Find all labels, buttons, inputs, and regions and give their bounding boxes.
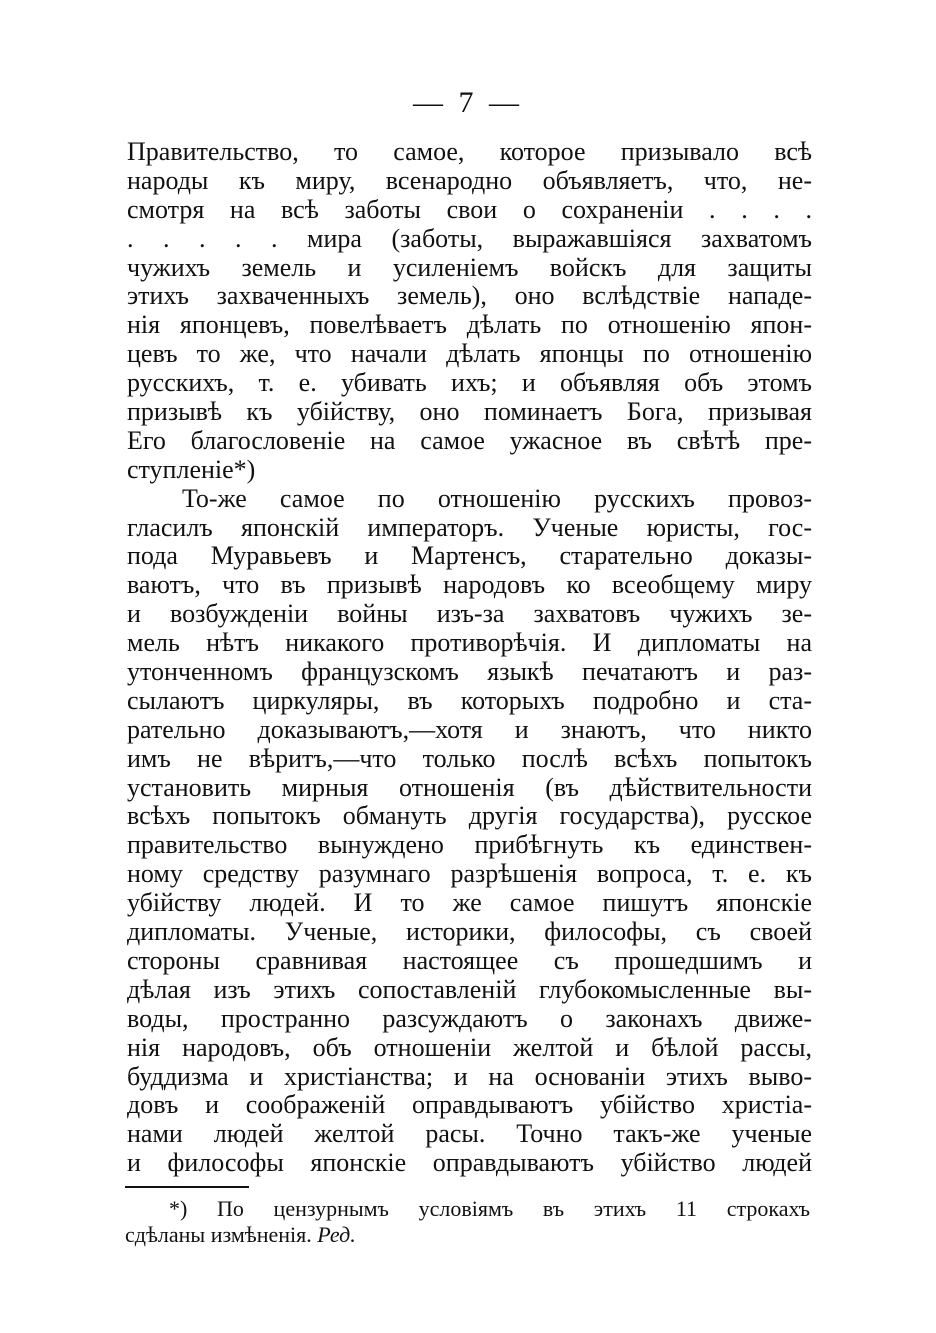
footnote-line: [125, 1222, 810, 1248]
text-line: Правительство, то самое, которое призывало всѣ: [127, 137, 812, 166]
text-line: всѣхъ попытокъ обмануть другія государства), русское: [127, 801, 812, 831]
text-line: убійству людей. И то же самое пишутъ японскіе: [127, 888, 812, 918]
text-line: цевъ то же, что начали дѣлать японцы по отношенію: [127, 339, 812, 369]
footnote-divider: [125, 1186, 249, 1188]
text-line: установить мирныя отношенія (въ дѣйствительности: [127, 772, 812, 802]
text-line: смотря на всѣ заботы свои о сохраненіи . . . .: [127, 194, 812, 224]
text-line: правительство вынуждено прибѣгнуть къ единствен-: [127, 830, 812, 860]
text-line: имъ не вѣритъ,—что только послѣ всѣхъ попытокъ: [127, 743, 812, 773]
text-line: Его благословеніе на самое ужасное въ свѣтѣ пре-: [127, 425, 812, 455]
text-line: гласилъ японскій императоръ. Ученые юристы, гос-: [127, 512, 812, 542]
text-line: призывѣ къ убійству, оно поминаетъ Бога, призывая: [127, 397, 812, 427]
main-text: [127, 138, 812, 1178]
paragraph-1: [127, 138, 812, 485]
footnote-line: *) По цензурнымъ условіямъ въ этихъ 11 строкахъ: [169, 1196, 810, 1221]
text-line: буддизма и христіанства; и на основаніи этихъ выво-: [127, 1061, 812, 1091]
text-line: ступленіе*): [127, 454, 256, 484]
text-line: этихъ захваченныхъ земель), оно вслѣдствіе нападе-: [127, 281, 812, 311]
text-line: дипломаты. Ученые, историки, философы, съ своей: [127, 917, 812, 947]
text-line: русскихъ, т. е. убивать ихъ; и объявляя объ этомъ: [127, 368, 812, 398]
text-line: утонченномъ французскомъ языкѣ печатаютъ и раз-: [127, 657, 812, 687]
text-line: пода Муравьевъ и Мартенсъ, старательно доказы-: [127, 541, 812, 571]
text-line: довъ и соображеній оправдываютъ убійство христіа-: [127, 1090, 812, 1120]
text-line: воды, пространно разсуждаютъ о законахъ движе-: [127, 1003, 812, 1033]
text-line: мель нѣтъ никакого противорѣчія. И дипломаты на: [127, 628, 812, 658]
text-line: и возбужденіи войны изъ-за захватовъ чужихъ зе-: [127, 599, 812, 629]
footnote: [125, 1196, 810, 1248]
text-line: . . . . . мира (заботы, выражавшіяся захватомъ: [127, 223, 812, 253]
text-line: рательно доказываютъ,—хотя и знаютъ, что никто: [127, 714, 812, 744]
text-line: нами людей желтой расы. Точно такъ-же ученые: [127, 1119, 812, 1149]
text-line: народы къ миру, всенародно объявляетъ, что, не-: [127, 165, 812, 195]
text-line: нія народовъ, объ отношеніи желтой и бѣлой рассы,: [127, 1032, 812, 1062]
page-number: — 7 —: [413, 86, 523, 119]
text-line: ному средству разумнаго разрѣшенія вопроса, т. е. къ: [127, 859, 812, 889]
text-line: чужихъ земель и усиленіемъ войскъ для защиты: [127, 252, 812, 282]
text-line: То-же самое по отношенію русскихъ провоз-: [182, 483, 812, 513]
editor-abbreviation: Ред.: [317, 1222, 356, 1247]
text-line: стороны сравнивая настоящее съ прошедшимъ и: [127, 945, 812, 975]
text-line: нія японцевъ, повелѣваетъ дѣлать по отношенію япон-: [127, 310, 812, 340]
footnote-text: сдѣланы измѣненія.: [125, 1222, 312, 1247]
text-line: ваютъ, что въ призывѣ народовъ ко всеобщему миру: [127, 570, 812, 600]
text-line: сылаютъ циркуляры, въ которыхъ подробно и ста-: [127, 685, 812, 715]
paragraph-2: [127, 485, 812, 1178]
text-line: и философы японскіе оправдываютъ убійство людей: [127, 1148, 812, 1178]
text-line: дѣлая изъ этихъ сопоставленій глубокомысленные вы-: [127, 974, 812, 1004]
